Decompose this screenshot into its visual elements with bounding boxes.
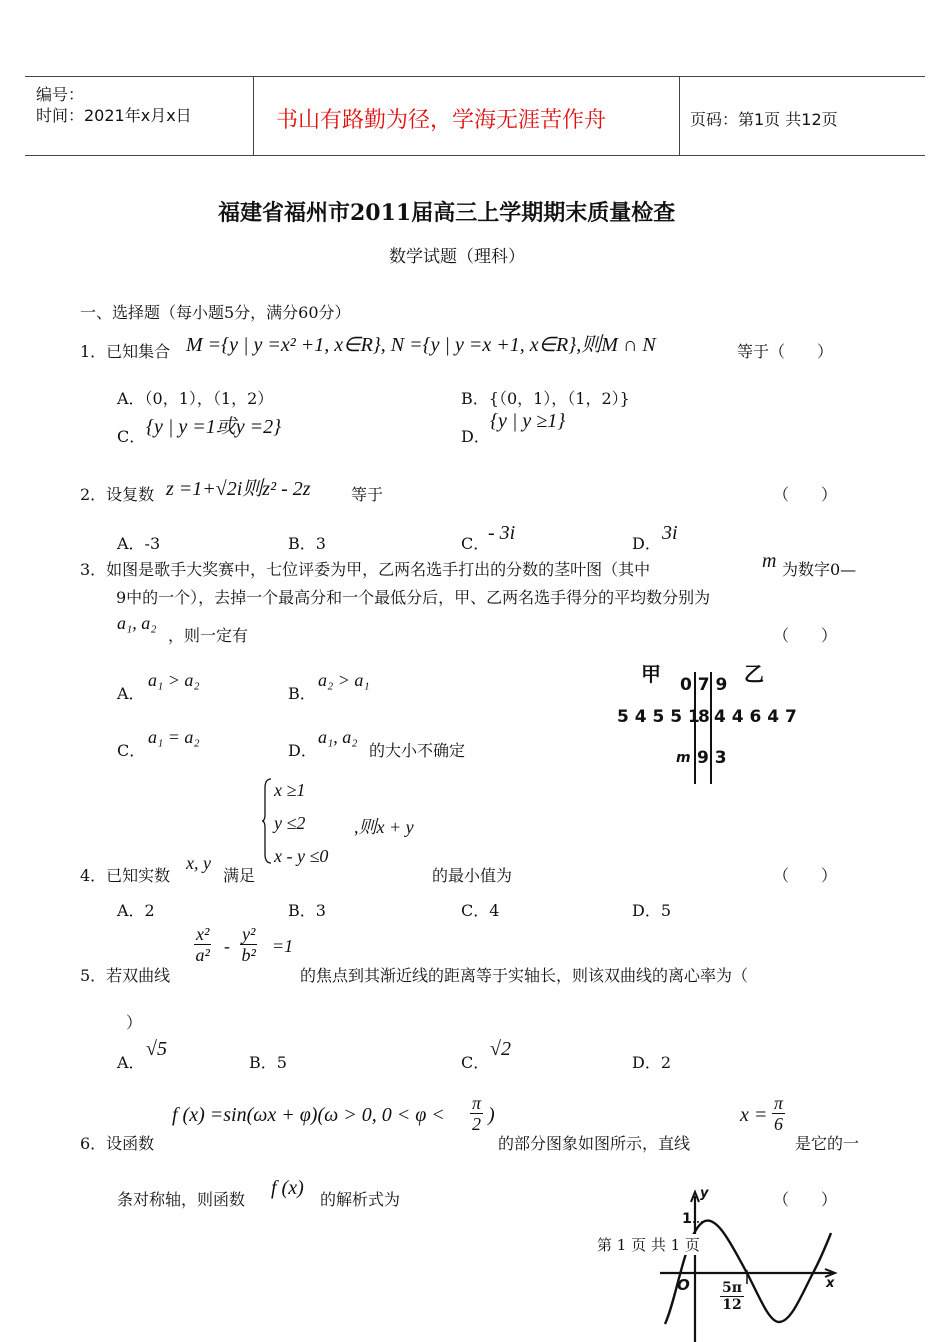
q6-pi6-den: 6 (774, 1114, 784, 1134)
q3-paren: （ ） (773, 626, 838, 645)
q1-option-b: B．{（0，1），（1，2）} (461, 389, 630, 408)
page-title: 福建省福州市2011届高三上学期期末质量检查 (218, 200, 676, 226)
q2-paren: （ ） (773, 485, 838, 504)
q4-brace (262, 778, 272, 864)
q4-then: ,则x + y (354, 817, 414, 837)
q1-number: 1．已知集合 (80, 342, 171, 361)
q6-graph-x-label: x (826, 1276, 835, 1291)
q2-option-d: 3i (662, 522, 678, 544)
q3-option-c: a₁ = a₂ (148, 727, 200, 747)
q3-line1-tail: 为数字0— (782, 560, 857, 579)
q3-a1a2: a₁, a₂ (117, 613, 157, 633)
q3-m: m (762, 550, 777, 572)
q2-formula: z =1+√2i则z² - 2z (166, 478, 311, 500)
q3-option-d-label: D． (288, 741, 317, 760)
q6-paren: （ ） (773, 1190, 838, 1209)
q6-graph-tick (720, 1280, 744, 1313)
q6-number: 6．设函数 (80, 1134, 155, 1153)
stem-line-right (710, 672, 712, 784)
q4-option-b: B．3 (288, 901, 326, 920)
q1-option-d: {y | y ≥1} (490, 410, 566, 432)
page-info: 页码：第1页 共12页 (690, 110, 838, 129)
q2-option-b: B．3 (288, 534, 326, 553)
stem-row1: 0 7 9 (680, 675, 728, 695)
q2-option-c: - 3i (488, 522, 516, 544)
q5-minus: - (224, 936, 230, 956)
q6-graph-origin: O (677, 1276, 690, 1294)
stem-line-left (694, 672, 696, 784)
q2-tail: 等于 (351, 485, 384, 504)
q5-option-a-label: A． (117, 1053, 145, 1072)
q5-frac2-num: y² (242, 924, 256, 944)
stem-leaf-right-name: 乙 (744, 662, 764, 686)
q5-frac2-den: b² (241, 945, 256, 965)
q6-close: ) (488, 1104, 495, 1126)
header-divider-2 (679, 76, 680, 155)
q3-line1: 3．如图是歌手大奖赛中，七位评委为甲，乙两名选手打出的分数的茎叶图（其中 (80, 560, 651, 579)
q4-constraint-3: x - y ≤0 (274, 846, 329, 866)
section-heading: 一、选择题（每小题5分，满分60分） (80, 303, 351, 322)
stem-row2-left: 5 4 5 5 1 (617, 707, 700, 727)
q5-frac1-den: a² (195, 945, 210, 965)
q4-option-d: D．5 (632, 901, 672, 920)
q6-graph-one: 1 (682, 1211, 692, 1227)
q6-pi-num: π (472, 1093, 482, 1113)
stem-row3-stem: 9 3 (697, 748, 727, 768)
stem-leaf-left-name: 甲 (641, 662, 661, 686)
page-footer: 第 1 页 共 1 页 (597, 1236, 700, 1254)
q2-number: 2．设复数 (80, 485, 155, 504)
q2-option-c-label: C． (461, 534, 490, 553)
q4-constraint-1: x ≥1 (274, 780, 306, 800)
q6-formula: f (x) =sin(ωx + φ)(ω > 0, 0 < φ < (172, 1104, 445, 1126)
q3-option-a-label: A． (117, 684, 145, 703)
header-top-rule (25, 76, 925, 77)
q5-option-c: √2 (490, 1038, 511, 1060)
q5-option-a: √5 (146, 1038, 167, 1060)
q5-close: ） (126, 1013, 143, 1032)
stem-row2-stem: 8 (698, 707, 710, 727)
q1-option-a: A．（0，1），（1，2） (117, 389, 274, 408)
q2-option-a: A．-3 (117, 534, 161, 553)
q3-option-a: a₁ > a₂ (148, 670, 200, 690)
q6-pi6-num: π (774, 1093, 784, 1113)
q6-graph-y-label: y (700, 1186, 709, 1201)
q6-x-eq: x = (740, 1104, 768, 1126)
q5-option-d: D．2 (632, 1053, 672, 1072)
q2-option-d-label: D． (632, 534, 661, 553)
q6-pi6-fraction (772, 1093, 785, 1134)
q5-option-b: B．5 (249, 1053, 287, 1072)
q5-tail: 的焦点到其渐近线的距离等于实轴长，则该双曲线的离心率为（ (300, 966, 749, 985)
time-label: 时间：2021年x月x日 (36, 106, 192, 125)
q5-fraction-1 (194, 924, 211, 965)
q6-line2-tail: 的解析式为 (320, 1190, 401, 1209)
q3-option-b-label: B． (288, 684, 316, 703)
q4-paren: （ ） (773, 866, 838, 885)
q5-frac1-num: x² (196, 924, 210, 944)
q6-graph-tick-num: 5π (722, 1280, 742, 1296)
q5-fraction-2 (240, 924, 257, 965)
q4-number: 4．已知实数 (80, 866, 171, 885)
q6-fx: f (x) (271, 1177, 304, 1199)
q6-pi-den: 2 (472, 1114, 482, 1134)
q4-option-a: A．2 (117, 901, 155, 920)
q3-option-b: a₂ > a₁ (318, 670, 370, 690)
q5-number: 5．若双曲线 (80, 966, 171, 985)
q3-option-d: a₁, a₂ (318, 727, 358, 747)
q1-option-c: {y | y =1或y =2} (146, 416, 282, 438)
header-divider-1 (253, 76, 254, 155)
stem-row2-right: 4 4 6 4 7 (714, 707, 797, 727)
stem-row3-left: m (676, 750, 691, 766)
q6-tail: 是它的一 (795, 1134, 860, 1153)
q1-option-d-label: D． (461, 427, 490, 446)
number-label: 编号： (36, 85, 85, 104)
q4-option-c: C．4 (461, 901, 500, 920)
q1-option-c-label: C． (117, 427, 146, 446)
q3-line3: ，则一定有 (168, 626, 249, 645)
q3-option-c-label: C． (117, 741, 146, 760)
q3-option-d-tail: 的大小不确定 (369, 741, 466, 760)
q6-pi-fraction (470, 1093, 483, 1134)
q1-formula: M ={y | y =x² +1, x∈R}, N ={y | y =x +1, x∈R},则M ∩ N (186, 334, 656, 356)
q4-mid: 满足 (223, 866, 256, 885)
q6-mid: 的部分图象如图所示，直线 (498, 1134, 691, 1153)
q4-tail: 的最小值为 (432, 866, 513, 885)
q3-line2: 9中的一个），去掉一个最高分和一个最低分后，甲、乙两名选手得分的平均数分别为 (116, 588, 711, 607)
q4-constraint-2: y ≤2 (274, 813, 306, 833)
q1-tail: 等于（ ） (737, 342, 834, 361)
q6-graph-tick-den: 12 (722, 1297, 742, 1313)
page-subtitle: 数学试题（理科） (389, 247, 525, 267)
motto: 书山有路勤为径，学海无涯苦作舟 (276, 108, 607, 133)
q4-vars: x, y (186, 853, 211, 873)
header-bottom-rule (25, 155, 925, 156)
q5-option-c-label: C． (461, 1053, 490, 1072)
q6-line2: 条对称轴，则函数 (117, 1190, 246, 1209)
q5-eq: =1 (272, 936, 294, 956)
